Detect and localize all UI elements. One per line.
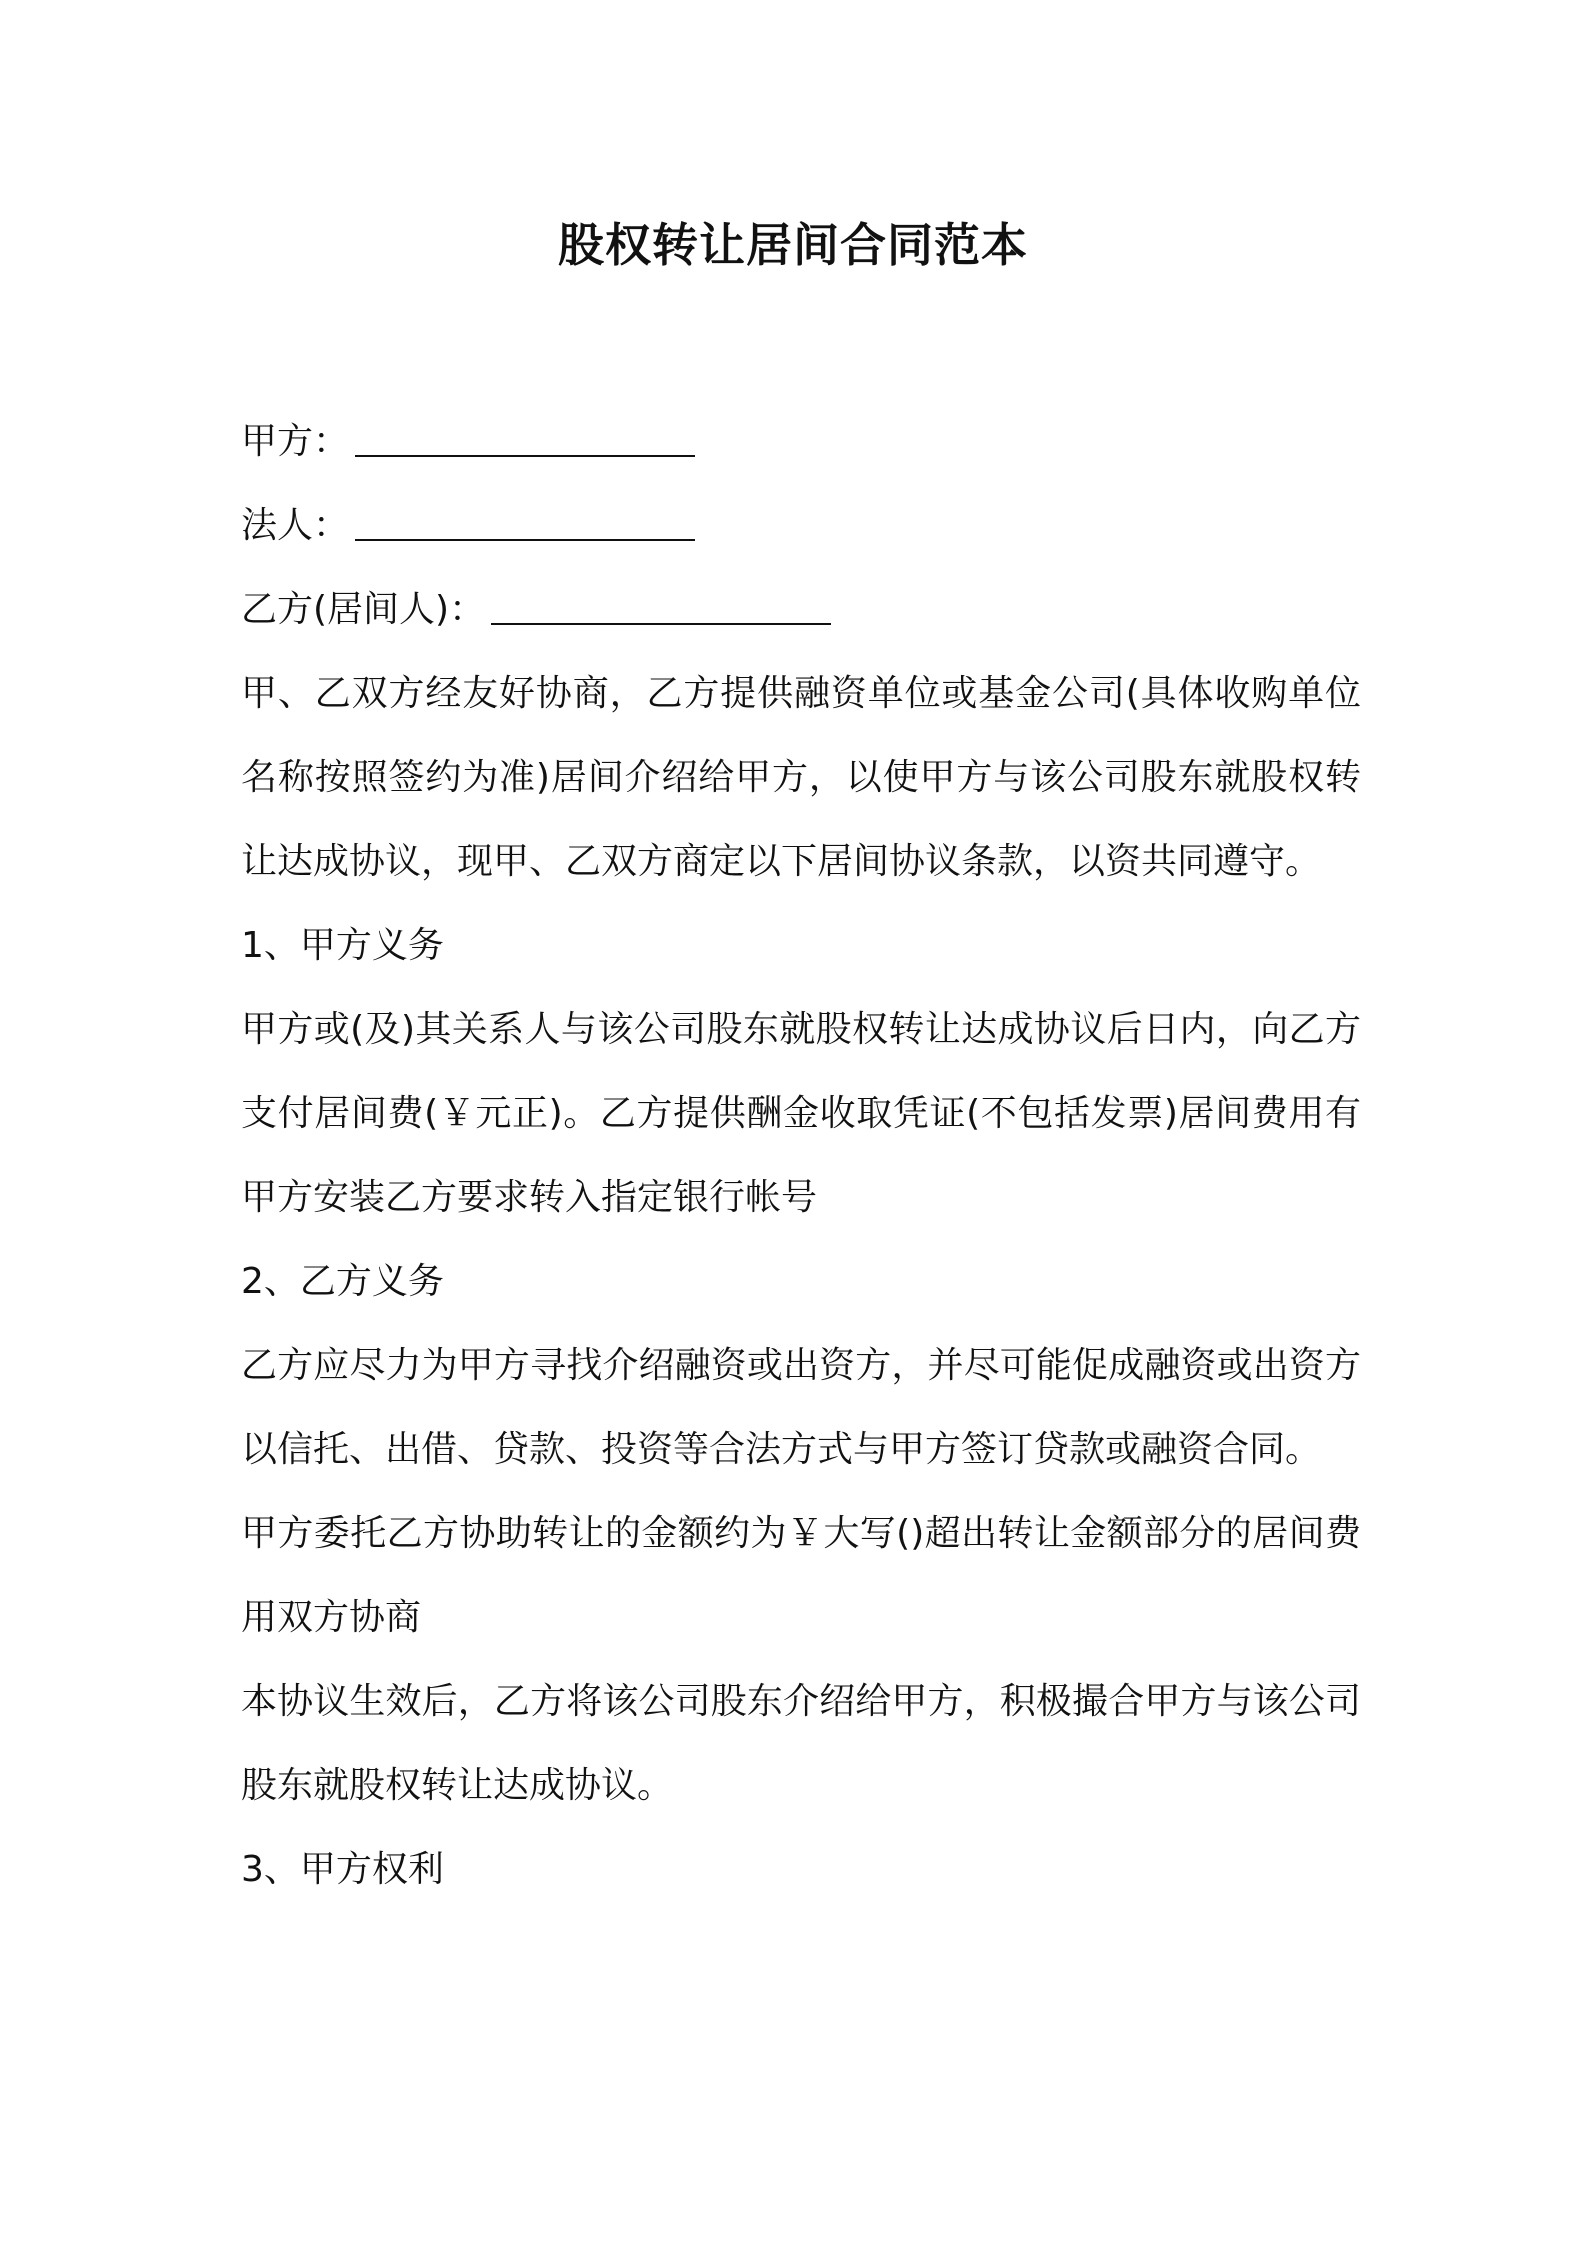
- intro-paragraph: 甲、乙双方经友好协商，乙方提供融资单位或基金公司(具体收购单位名称按照签约为准)居间介绍给甲方，以使甲方与该公司股东就股权转让达成协议，现甲、乙双方商定以下居间协议条款，以资共同遵守。: [241, 673, 1361, 882]
- party-a-blank: [355, 417, 695, 457]
- section-2-paragraph-2: 甲方委托乙方协助转让的金额约为￥大写()超出转让金额部分的居间费用双方协商: [241, 1513, 1361, 1638]
- document-title: 股权转让居间合同范本: [558, 218, 1028, 272]
- section-1-heading: 1、甲方义务: [241, 925, 444, 966]
- section-1-paragraph: 甲方或(及)其关系人与该公司股东就股权转让达成协议后日内，向乙方支付居间费(￥元正)。乙方提供酬金收取凭证(不包括发票)居间费用有甲方安装乙方要求转入指定银行帐号: [241, 1009, 1361, 1218]
- section-2-heading: 2、乙方义务: [241, 1261, 444, 1302]
- party-b-field: [241, 568, 1361, 652]
- document-body: [241, 400, 1361, 1912]
- party-b-blank: [491, 585, 831, 625]
- party-a-label: 甲方：: [241, 421, 350, 462]
- legal-person-label: 法人：: [241, 505, 350, 546]
- section-3-heading: 3、甲方权利: [241, 1849, 444, 1890]
- legal-person-blank: [355, 501, 695, 541]
- party-b-label: 乙方(居间人)：: [241, 589, 486, 630]
- legal-person-field: [241, 484, 1361, 568]
- section-2-paragraph-3: 本协议生效后，乙方将该公司股东介绍给甲方，积极撮合甲方与该公司股东就股权转让达成协议。: [241, 1681, 1361, 1806]
- section-2-paragraph-1: 乙方应尽力为甲方寻找介绍融资或出资方，并尽可能促成融资或出资方以信托、出借、贷款、投资等合法方式与甲方签订贷款或融资合同。: [241, 1345, 1361, 1470]
- party-a-field: [241, 400, 1361, 484]
